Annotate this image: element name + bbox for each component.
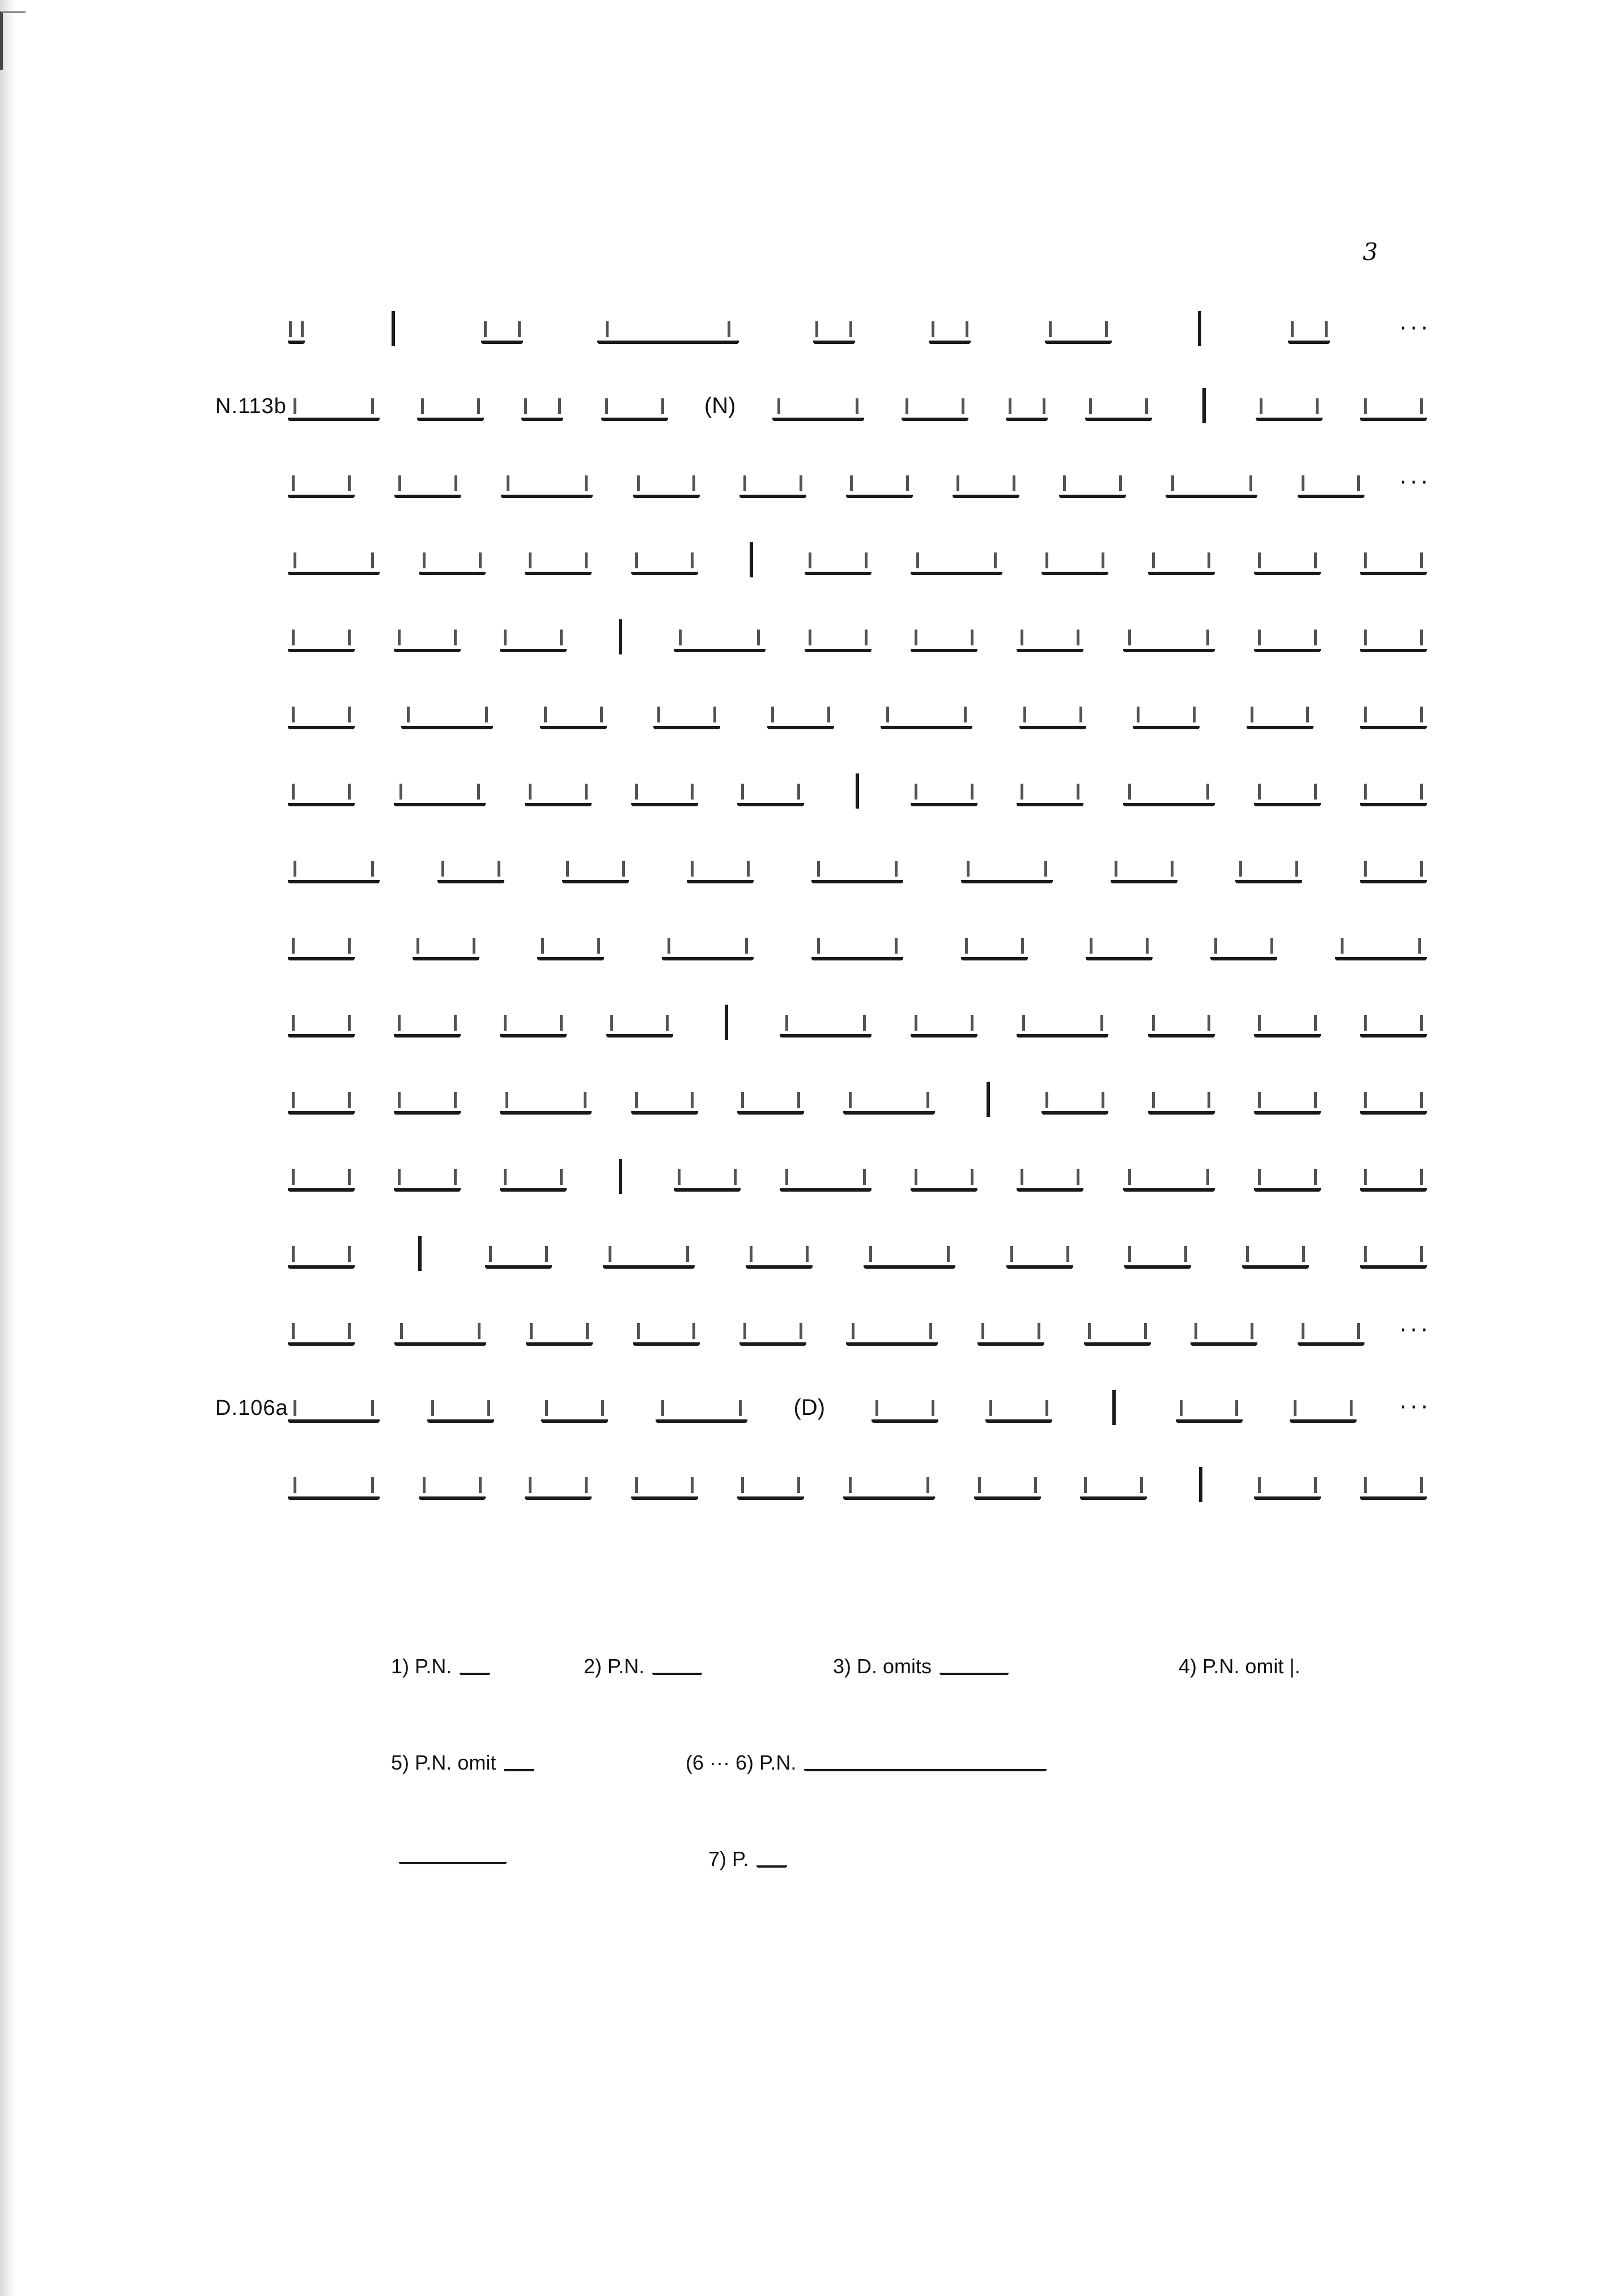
shad-mark [392,311,395,346]
footnote-row-2 [391,1728,1468,1825]
footnote-label: 5) P.N. omit [391,1751,496,1774]
tibetan-word [394,1315,486,1346]
tibetan-word [1254,776,1321,806]
tibetan-word [813,313,855,344]
tibetan-word [437,853,504,883]
tibetan-word [1059,467,1126,498]
text-line [0,911,1624,979]
tibetan-word [1041,1084,1108,1115]
tibetan-word [780,1161,871,1192]
tibetan-word [1235,853,1302,883]
tibetan-word [1256,390,1323,421]
tibetan-word [500,1007,567,1038]
tibetan-word [601,390,668,421]
tibetan-script-line [283,1065,1431,1133]
tibetan-word [1360,1469,1427,1500]
shad-mark [1199,1467,1202,1502]
footnote [686,1751,1047,1775]
scan-corner [0,11,25,70]
tibetan-word [419,545,486,575]
footnote-tibetan-variant [939,1658,1009,1675]
footnote-tibetan-variant [504,1754,534,1771]
tibetan-word [871,1392,938,1423]
shad-mark [750,542,753,577]
tibetan-word [1045,313,1112,344]
tibetan-word [1360,1238,1427,1269]
tibetan-word [288,853,380,883]
tibetan-word [1247,699,1313,729]
tibetan-word [1360,545,1427,575]
footnote-label: 4) P.N. omit |. [1179,1655,1300,1678]
tibetan-word [1290,1392,1357,1423]
tibetan-word [288,467,355,498]
tibetan-word [1298,1315,1364,1346]
tibetan-word [1123,1161,1215,1192]
text-line [0,1065,1624,1133]
tibetan-word [1254,622,1321,652]
tibetan-word [1017,1007,1108,1038]
footnote-row-1 [391,1632,1468,1728]
tibetan-word [911,1161,977,1192]
tibetan-word [1017,776,1083,806]
tibetan-script-line [283,1451,1431,1519]
tibetan-word [485,1238,552,1269]
tibetan-word [1148,1084,1215,1115]
tibetan-word [746,1238,813,1269]
tibetan-word [811,930,903,960]
tibetan-word [772,390,864,421]
tibetan-word [631,776,698,806]
tibetan-word [631,1084,698,1115]
page-number: 3 [1363,238,1378,266]
text-line [0,1219,1624,1287]
tibetan-word [1254,1084,1321,1115]
tibetan-word [846,467,913,498]
footnote-label: 2) P.N. [584,1655,645,1678]
tibetan-word [427,1392,494,1423]
tibetan-word [500,622,567,652]
tibetan-script-line [283,680,1431,748]
shad-mark [619,619,622,654]
tibetan-script-line [283,603,1431,671]
tibetan-script-line [283,1296,1431,1364]
tibetan-word [417,390,484,421]
tibetan-word [525,776,592,806]
tibetan-word [541,1392,608,1423]
continuation-dots: ··· [1399,1394,1431,1421]
tibetan-word [1080,1469,1147,1500]
tibetan-word [843,1469,935,1500]
continuation-dots: ··· [1399,1317,1431,1343]
tibetan-word [911,1007,977,1038]
tibetan-word [1017,622,1083,652]
tibetan-word [562,853,629,883]
footnotes [391,1632,1468,1921]
footnote [833,1655,1009,1678]
tibetan-word [674,1161,741,1192]
shad-mark [1198,311,1201,346]
tibetan-word [537,930,604,960]
tibetan-word [846,1315,938,1346]
tibetan-word [1017,1161,1083,1192]
tibetan-word [501,467,593,498]
tibetan-script-line [283,449,1431,517]
footnote [391,1847,507,1864]
tibetan-word [525,545,592,575]
tibetan-word [419,1469,486,1500]
tibetan-word [1006,390,1048,421]
tibetan-word [911,622,977,652]
tibetan-word [1086,930,1153,960]
shad-mark [725,1005,728,1040]
tibetan-word [687,853,754,883]
edition-siglum: (N) [704,393,736,418]
tibetan-word [1242,1238,1309,1269]
shad-mark [619,1159,622,1194]
tibetan-word [1254,1469,1321,1500]
tibetan-word [288,1238,355,1269]
text-line [0,757,1624,825]
tibetan-word [1084,1315,1151,1346]
footnote [708,1847,787,1871]
tibetan-word [288,1469,380,1500]
shad-mark [418,1236,422,1271]
shad-mark [1112,1390,1116,1425]
tibetan-word [633,1315,700,1346]
tibetan-word [606,1007,673,1038]
tibetan-word [631,1469,698,1500]
tibetan-word [540,699,607,729]
tibetan-script-line [283,526,1431,594]
tibetan-word [953,467,1019,498]
footnote-tibetan-variant [460,1658,490,1675]
tibetan-word [631,545,698,575]
text-line [0,295,1624,363]
tibetan-word [500,1084,592,1115]
footnote-row-3 [391,1825,1468,1921]
tibetan-word [929,313,971,344]
text-line [0,449,1624,517]
tibetan-word [767,699,834,729]
footnote [391,1655,490,1678]
tibetan-word [737,1084,804,1115]
tibetan-word [1360,1161,1427,1192]
footnote-tibetan-variant [804,1754,1047,1771]
footnote-tibetan-variant [399,1847,507,1864]
tibetan-word [881,699,972,729]
tibetan-word [1360,390,1427,421]
tibetan-word [902,390,968,421]
footnote-label: (6 ··· 6) P.N. [686,1751,797,1774]
tibetan-word [1041,545,1108,575]
continuation-dots: ··· [1399,470,1431,496]
tibetan-word [1148,545,1215,575]
shad-mark [856,773,859,809]
tibetan-word [288,1392,380,1423]
tibetan-word [288,390,380,421]
tibetan-word [1111,853,1177,883]
tibetan-script-line [283,988,1431,1056]
tibetan-word [288,1161,355,1192]
footnote [584,1655,702,1678]
tibetan-word [1176,1392,1243,1423]
text-line [0,603,1624,671]
tibetan-word [394,1007,461,1038]
tibetan-word [1123,622,1215,652]
tibetan-word [481,313,523,344]
continuation-dots: ··· [1399,316,1431,342]
text-line [0,526,1624,594]
tibetan-word [597,313,739,344]
footnote [391,1751,534,1775]
tibetan-word [1124,1238,1191,1269]
tibetan-word [288,545,380,575]
tibetan-word [1288,313,1330,344]
tibetan-word [394,622,461,652]
tibetan-word [1148,1007,1215,1038]
text-line [0,1142,1624,1210]
footnote [1179,1655,1300,1678]
tibetan-word [864,1238,955,1269]
tibetan-script-line [283,1142,1431,1210]
tibetan-word [1254,1007,1321,1038]
tibetan-script-line [283,834,1431,902]
tibetan-word [911,776,977,806]
tibetan-word [1360,776,1427,806]
tibetan-word [525,1469,592,1500]
text-line [0,372,1624,440]
tibetan-word [780,1007,871,1038]
text-line [0,1296,1624,1364]
tibetan-word [1254,545,1321,575]
tibetan-word [394,776,486,806]
tibetan-word [394,1161,461,1192]
footnote-tibetan-variant [756,1851,787,1868]
text-line [0,988,1624,1056]
tibetan-word [805,622,871,652]
tibetan-script-line [283,1374,1431,1442]
tibetan-word [288,776,355,806]
tibetan-word [288,1084,355,1115]
tibetan-word [288,1007,355,1038]
tibetan-word [288,930,355,960]
tibetan-word [977,1315,1044,1346]
tibetan-word [1360,1084,1427,1115]
tibetan-word [739,1315,806,1346]
tibetan-word [1123,776,1215,806]
tibetan-word [394,1084,461,1115]
edition-siglum: (D) [793,1394,826,1420]
tibetan-word [674,622,766,652]
tibetan-word [1006,1238,1073,1269]
tibetan-word [394,467,461,498]
tibetan-word [288,622,355,652]
tibetan-word [413,930,479,960]
tibetan-script-line [283,911,1431,979]
tibetan-word [911,545,1002,575]
tibetan-word [737,1469,804,1500]
tibetan-word [1360,853,1427,883]
tibetan-word [1360,1007,1427,1038]
tibetan-word [1166,467,1257,498]
margin-folio-reference: D.106a [215,1396,288,1420]
tibetan-word [1019,699,1086,729]
tibetan-word [1360,622,1427,652]
tibetan-word [288,1315,355,1346]
tibetan-word [961,853,1053,883]
tibetan-word [811,853,903,883]
tibetan-word [526,1315,593,1346]
tibetan-script-line [283,372,1431,440]
footnote-label: 7) P. [708,1847,749,1870]
tibetan-script-line [283,757,1431,825]
tibetan-word [288,313,305,344]
tibetan-word [288,699,355,729]
tibetan-word [805,545,871,575]
tibetan-word [1210,930,1277,960]
text-line [0,1374,1624,1442]
tibetan-word [1335,930,1427,960]
text-line [0,680,1624,748]
tibetan-word [1085,390,1152,421]
tibetan-word [737,776,804,806]
tibetan-word [656,1392,747,1423]
tibetan-word [500,1161,567,1192]
tibetan-word [1191,1315,1257,1346]
footnote-tibetan-variant [652,1658,702,1675]
tibetan-word [985,1392,1052,1423]
tibetan-word [401,699,493,729]
margin-folio-reference: N.113b [215,394,287,418]
tibetan-word [1133,699,1200,729]
tibetan-word [843,1084,935,1115]
tibetan-word [521,390,563,421]
tibetan-word [739,467,806,498]
tibetan-word [961,930,1028,960]
shad-mark [987,1082,990,1117]
text-line [0,834,1624,902]
tibetan-word [1360,699,1427,729]
tibetan-word [603,1238,695,1269]
text-line [0,1451,1624,1519]
tibetan-word [633,467,700,498]
tibetan-word [1254,1161,1321,1192]
tibetan-script-line [283,1219,1431,1287]
footnote-label: 3) D. omits [833,1655,932,1678]
tibetan-word [974,1469,1041,1500]
tibetan-word [653,699,720,729]
shad-mark [1202,388,1206,423]
footnote-label: 1) P.N. [391,1655,452,1678]
tibetan-script-line [283,295,1431,363]
tibetan-word [1298,467,1364,498]
tibetan-word [662,930,754,960]
